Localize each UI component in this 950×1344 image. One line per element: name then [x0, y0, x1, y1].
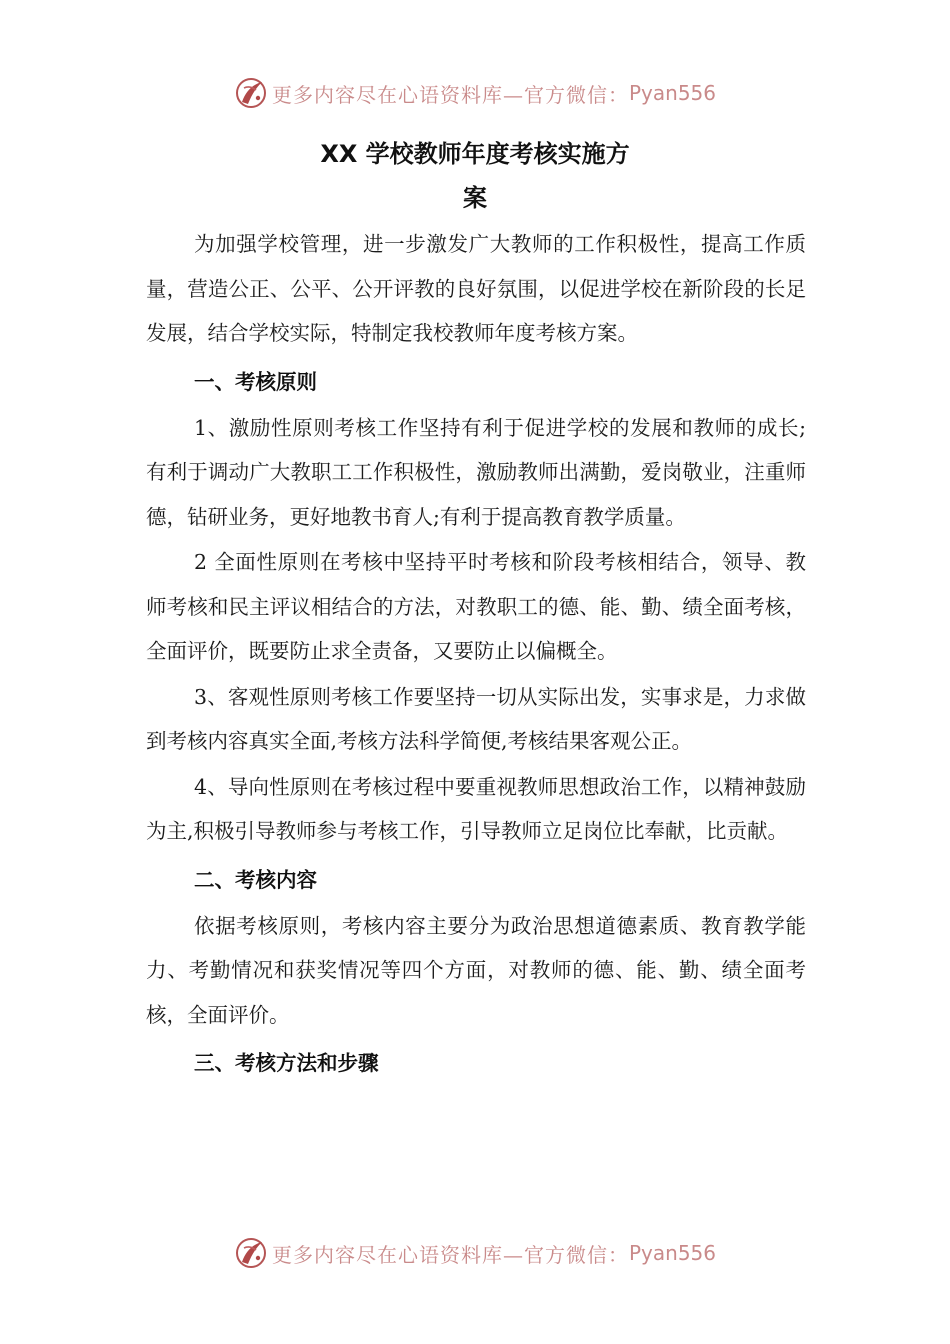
- principle-item-4: 4、导向性原则在考核过程中要重视教师思想政治工作，以精神鼓励为主,积极引导教师参与考核工作，引导教师立足岗位比奉献，比贡献。: [146, 774, 806, 843]
- principle-item-3: 3、客观性原则考核工作要坚持一切从实际出发，实事求是，力求做到考核内容真实全面,考核方法科学简便,考核结果客观公正。: [146, 684, 806, 753]
- section-heading-content: 二、考核内容: [194, 867, 317, 892]
- document-body: [146, 222, 806, 1087]
- document-title-line1: XX 学校教师年度考核实施方: [320, 140, 630, 168]
- content-paragraph: 依据考核原则，考核内容主要分为政治思想道德素质、教育教学能力、考勤情况和获奖情况等四个方面，对教师的德、能、勤、绩全面考核，全面评价。: [146, 913, 806, 1027]
- section-heading-principles: 一、考核原则: [194, 369, 317, 394]
- watermark-text: 更多内容尽在心语资料库—官方微信：: [271, 82, 629, 107]
- document-title-line2: 案: [463, 184, 487, 212]
- principle-item-1: 1、激励性原则考核工作坚持有利于促进学校的发展和教师的成长;有利于调动广大教职工工作积极性，激励教师出满勤，爱岗敬业，注重师德，钻研业务，更好地教书育人;有利于提高教育教学质量。: [146, 415, 806, 529]
- watermark-text: 更多内容尽在心语资料库—官方微信：: [271, 1242, 629, 1267]
- logo-icon: [234, 1236, 268, 1270]
- watermark-wechat-id: Pyan556: [628, 81, 716, 105]
- intro-paragraph: 为加强学校管理，进一步激发广大教师的工作积极性，提高工作质量，营造公正、公平、公开评教的良好氛围，以促进学校在新阶段的长足发展，结合学校实际，特制定我校教师年度考核方案。: [146, 232, 806, 345]
- header-watermark: [0, 76, 950, 110]
- principle-item-2: 2 全面性原则在考核中坚持平时考核和阶段考核相结合，领导、教师考核和民主评议相结合的方法，对教职工的德、能、勤、绩全面考核，全面评价，既要防止求全责备，又要防止以偏概全。: [146, 550, 806, 663]
- logo-icon: [234, 76, 268, 110]
- section-heading-methods: 三、考核方法和步骤: [194, 1051, 379, 1075]
- footer-watermark: [0, 1236, 950, 1270]
- watermark-wechat-id: Pyan556: [628, 1241, 716, 1265]
